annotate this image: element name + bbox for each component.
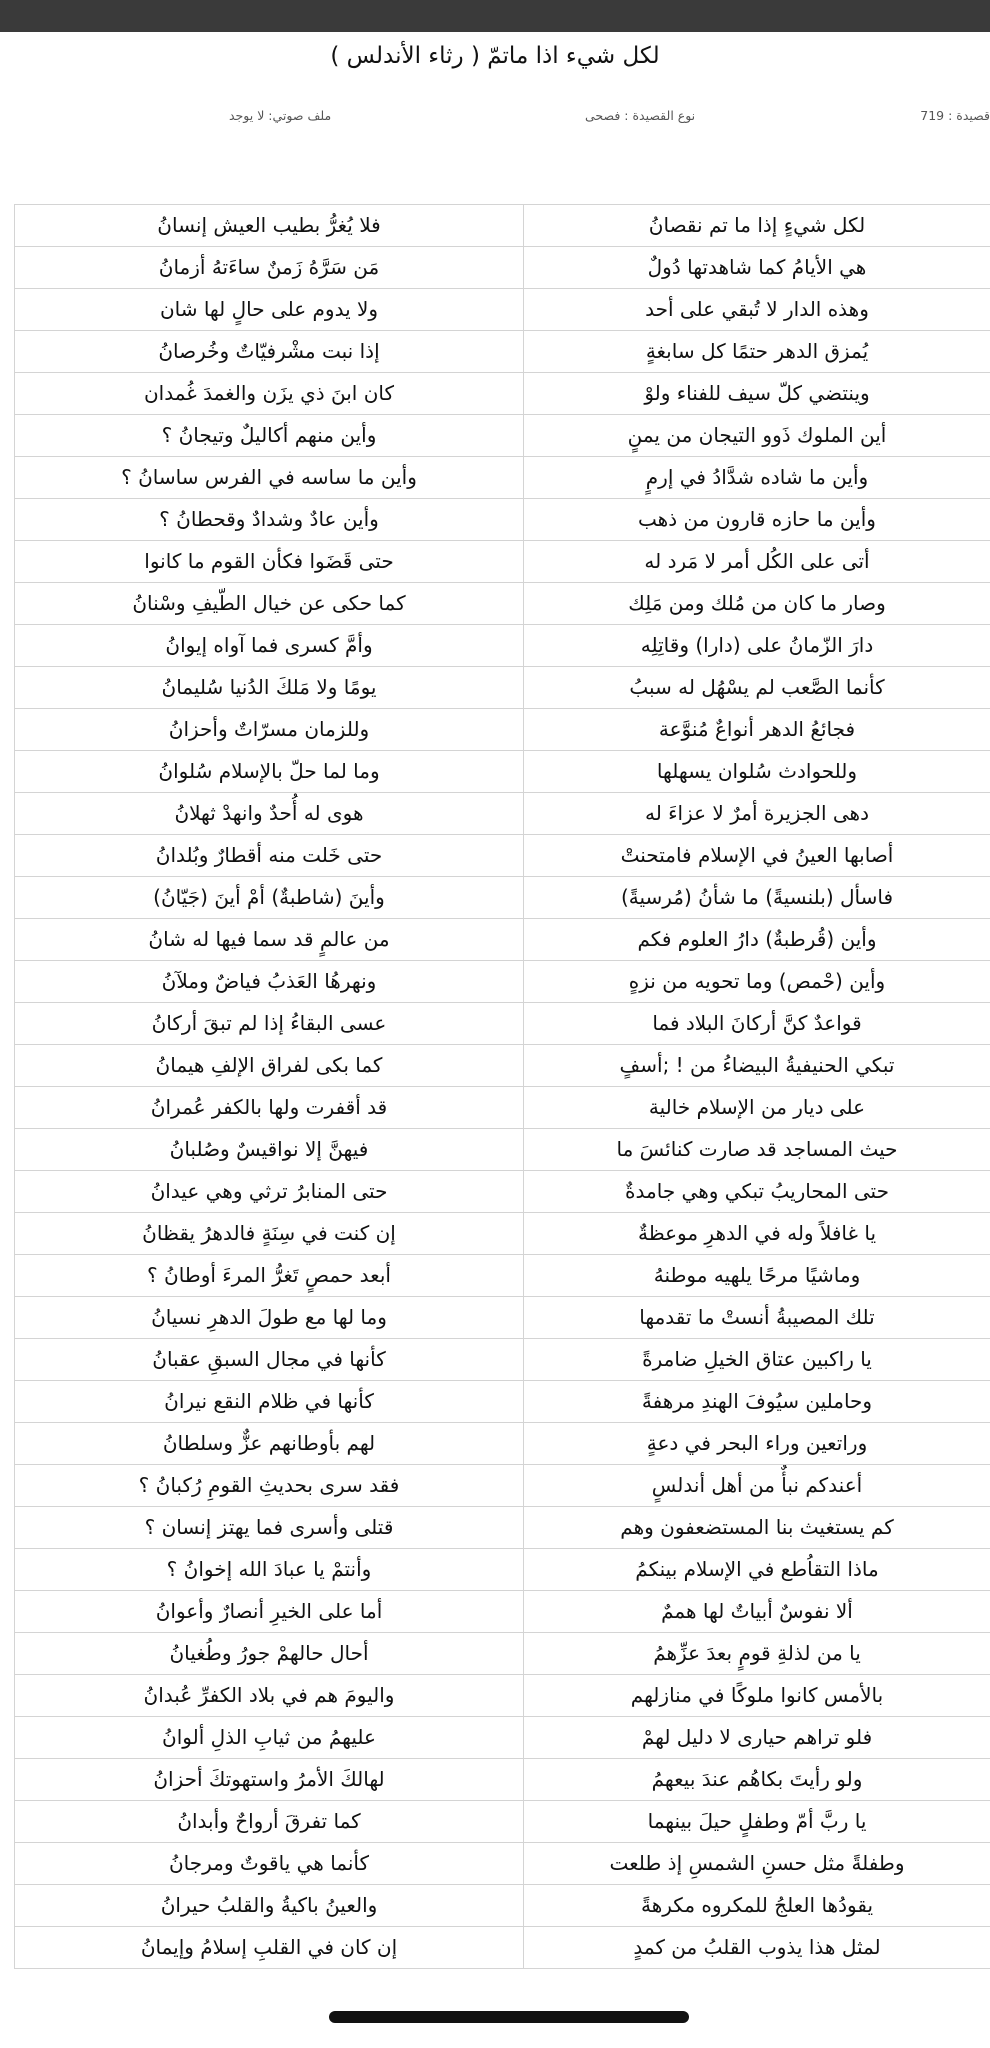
verse-first-hemistich: تلك المصيبةُ أنستْ ما تقدمها [639, 1305, 875, 1329]
status-bar [0, 0, 990, 32]
verse-second-hemistich: كما تفرقَ أرواحٌ وأبدانُ [14, 1801, 524, 1842]
verse-first-hemistich: أين الملوك ذَوو التيجان من يمنٍ [627, 423, 887, 447]
verse-second-hemistich: قد أقفرت ولها بالكفر عُمرانُ [14, 1087, 524, 1128]
verse-second-hemistich: فيهنَّ إلا نواقيسٌ وصُلبانُ [14, 1129, 524, 1170]
verse-second-hemistich: فقد سرى بحديثِ القومِ رُكبانُ ؟ [14, 1465, 524, 1506]
verse-second-hemistich: وأينَ (شاطبةٌ) أمْ أينَ (جَيّانُ) [14, 877, 524, 918]
verse-first-hemistich: وماشيًا مرحًا يلهيه موطنهُ [653, 1263, 861, 1287]
verse-first-hemistich: ماذا التقاُطع في الإسلام بينكمُ [635, 1557, 879, 1581]
poem-number: قصيدة : 719 [920, 108, 990, 123]
verse-second-hemistich: كأنها في مجال السبقِ عقبانُ [14, 1339, 524, 1380]
verse-row [14, 1465, 990, 1507]
verse-first-hemistich: أعندكم نبأٌ من أهل أندلسٍ [651, 1473, 863, 1497]
verse-row [14, 1087, 990, 1129]
verse-first-hemistich: وصار ما كان من مُلك ومن مَلِك [628, 591, 886, 615]
verse-row [14, 1213, 990, 1255]
verse-first-hemistich: لكل شيءٍ إذا ما تم نقصانُ [648, 213, 866, 237]
verse-second-hemistich: حتى خَلت منه أقطارٌ وبُلدانُ [14, 835, 524, 876]
verse-first-hemistich: وهذه الدار لا تُبقي على أحد [645, 297, 869, 321]
verse-row [14, 1129, 990, 1171]
verse-first-hemistich: وللحوادث سُلوان يسهلها [656, 759, 858, 783]
verse-row [14, 1549, 990, 1591]
verse-second-hemistich: فلا يُغرُّ بطيب العيش إنسانُ [14, 205, 524, 246]
verse-row [14, 373, 990, 415]
verse-row [14, 247, 990, 289]
verse-row [14, 331, 990, 373]
verse-second-hemistich: وأين ما ساسه في الفرس ساسانُ ؟ [14, 457, 524, 498]
verse-first-hemistich: وطفلةً مثل حسنِ الشمسِ إذ طلعت [609, 1851, 905, 1875]
verse-row [14, 1381, 990, 1423]
verse-row [14, 1801, 990, 1843]
verse-second-hemistich: حتى المنابرُ ترثي وهي عيدانُ [14, 1171, 524, 1212]
verse-first-hemistich: حيث المساجد قد صارت كنائسَ ما [616, 1137, 898, 1161]
verse-row [14, 1255, 990, 1297]
verse-row [14, 457, 990, 499]
home-indicator[interactable] [329, 2011, 689, 2023]
verse-second-hemistich: وأمَّ كسرى فما آواه إيوانُ [14, 625, 524, 666]
verse-first-hemistich: وحاملين سيُوفَ الهندِ مرهفةً [641, 1389, 873, 1413]
verse-first-hemistich: هي الأيامُ كما شاهدتها دُولٌ [647, 255, 867, 279]
verse-row [14, 793, 990, 835]
verse-row [14, 1507, 990, 1549]
verse-second-hemistich: أحال حالهمْ جورُ وطُغيانُ [14, 1633, 524, 1674]
verse-row [14, 1591, 990, 1633]
verse-row [14, 1759, 990, 1801]
verse-row [14, 1171, 990, 1213]
audio-file-status: ملف صوتي: لا يوجد [229, 108, 332, 123]
verse-second-hemistich: والعينُ باكيةُ والقلبُ حيرانُ [14, 1885, 524, 1926]
verse-row [14, 1717, 990, 1759]
verse-row [14, 1003, 990, 1045]
verse-first-hemistich: ولو رأيتَ بكاهُم عندَ بيعهمُ [651, 1767, 863, 1791]
verse-first-hemistich: يا من لذلةِ قومٍ بعدَ عزِّهمُ [653, 1641, 861, 1665]
verse-second-hemistich: كما بكى لفراق الإلفِ هيمانُ [14, 1045, 524, 1086]
verse-first-hemistich: كأنما الصَّعب لم يسْهُل له سببُ [629, 675, 885, 699]
verse-second-hemistich: ولا يدوم على حالٍ لها شان [14, 289, 524, 330]
verse-second-hemistich: وأنتمْ يا عبادَ الله إخوانُ ؟ [14, 1549, 524, 1590]
verse-first-hemistich: يُمزق الدهر حتمًا كل سابغةٍ [645, 339, 869, 363]
verse-second-hemistich: حتى قَضَوا فكأن القوم ما كانوا [14, 541, 524, 582]
verse-row [14, 709, 990, 751]
verse-first-hemistich: كم يستغيث بنا المستضعفون وهم [620, 1515, 894, 1539]
verse-row [14, 961, 990, 1003]
verse-first-hemistich: دارَ الزّمانُ على (دارا) وقاتِلِه [640, 633, 874, 657]
verse-first-hemistich: يقودُها العلجُ للمكروه مكرهةً [640, 1893, 874, 1917]
poem-type: نوع القصيدة : فصحى [585, 108, 696, 123]
verse-row [14, 205, 990, 247]
verse-second-hemistich: أما على الخيرِ أنصارٌ وأعوانُ [14, 1591, 524, 1632]
verse-row [14, 1633, 990, 1675]
verse-second-hemistich: إن كان في القلبِ إسلامُ وإيمانُ [14, 1927, 524, 1968]
verse-row [14, 1423, 990, 1465]
verse-row [14, 415, 990, 457]
verse-second-hemistich: وأين منهم أكاليلٌ وتيجانُ ؟ [14, 415, 524, 456]
verse-first-hemistich: بالأمس كانوا ملوكًا في منازلهم [630, 1683, 884, 1707]
verse-second-hemistich: من عالمٍ قد سما فيها له شانُ [14, 919, 524, 960]
verse-second-hemistich: يومًا ولا مَلكَ الدُنيا سُليمانُ [14, 667, 524, 708]
verse-first-hemistich: فجائعُ الدهر أنواعٌ مُنوَّعة [658, 717, 856, 741]
verse-first-hemistich: وينتضي كلّ سيف للفناء ولوْ [644, 381, 870, 405]
verse-second-hemistich: مَن سَرَّهُ زَمنٌ ساءَتهُ أزمانُ [14, 247, 524, 288]
verse-first-hemistich: تبكي الحنيفيةُ البيضاءُ من ! ;أسفٍ [619, 1053, 895, 1077]
verse-first-hemistich: دهى الجزيرة أمرٌ لا عزاءَ له [644, 801, 870, 825]
verse-row [14, 1675, 990, 1717]
verse-first-hemistich: على ديار من الإسلام خالية [648, 1095, 866, 1119]
verse-second-hemistich: ونهرهُا العَذبُ فياضٌ وملآنُ [14, 961, 524, 1002]
page-title: لكل شيء اذا ماتمّ ( رثاء الأندلس ) [330, 43, 660, 69]
verse-row [14, 1927, 990, 1969]
verse-first-hemistich: وأين ما حازه قارون من ذهب [638, 507, 876, 531]
verse-first-hemistich: ألا نفوسٌ أبياتٌ لها هممٌ [661, 1599, 853, 1623]
verse-row [14, 1885, 990, 1927]
verse-second-hemistich: كان ابنَ ذي يزَن والغمدَ غُمدان [14, 373, 524, 414]
verse-row [14, 1339, 990, 1381]
verse-first-hemistich: وأين (قُرطبةٌ) دارُ العلوم فكم [637, 927, 877, 951]
verse-row [14, 835, 990, 877]
verse-second-hemistich: إذا نبت مشْرفيّاتٌ وخُرصانُ [14, 331, 524, 372]
verse-row [14, 289, 990, 331]
verse-first-hemistich: يا ربَّ أمّ وطفلٍ حيلَ بينهما [647, 1809, 867, 1833]
verse-first-hemistich: حتى المحاريبُ تبكي وهي جامدةٌ [625, 1179, 889, 1203]
verse-first-hemistich: وأين (حْمص) وما تحويه من نزهٍ [628, 969, 886, 993]
verse-second-hemistich: أبعد حمصٍ تَغرُّ المرءَ أوطانُ ؟ [14, 1255, 524, 1296]
verse-second-hemistich: وأين عادٌ وشدادٌ وقحطانُ ؟ [14, 499, 524, 540]
verse-row [14, 919, 990, 961]
verse-second-hemistich: كأنما هي ياقوتٌ ومرجانُ [14, 1843, 524, 1884]
verse-first-hemistich: وراتعين وراء البحر في دعةٍ [646, 1431, 868, 1455]
verse-second-hemistich: كأنها في ظلام النقع نيرانُ [14, 1381, 524, 1422]
verse-row [14, 625, 990, 667]
verse-first-hemistich: يا غافلاً وله في الدهرِ موعظةٌ [637, 1221, 877, 1245]
verse-first-hemistich: أصابها العينُ في الإسلام فامتحنتْ [620, 843, 894, 867]
verse-row [14, 1843, 990, 1885]
poem-table [14, 204, 990, 1969]
verse-second-hemistich: وللزمان مسرّاتٌ وأحزانُ [14, 709, 524, 750]
verse-row [14, 751, 990, 793]
verse-row [14, 499, 990, 541]
verse-row [14, 583, 990, 625]
verse-second-hemistich: إن كنت في سِنَةٍ فالدهرُ يقظانُ [14, 1213, 524, 1254]
verse-row [14, 1297, 990, 1339]
verse-second-hemistich: قتلى وأسرى فما يهتز إنسان ؟ [14, 1507, 524, 1548]
verse-second-hemistich: وما لما حلّ بالإسلام سُلوانُ [14, 751, 524, 792]
verse-first-hemistich: لمثل هذا يذوب القلبُ من كمدٍ [633, 1935, 881, 1959]
verse-first-hemistich: فلو تراهم حيارى لا دليل لهمْ [641, 1725, 873, 1749]
verse-first-hemistich: قواعدٌ كنَّ أركانَ البلاد فما [652, 1011, 862, 1035]
verse-second-hemistich: واليومَ هم في بلاد الكفرِّ عُبدانُ [14, 1675, 524, 1716]
verse-first-hemistich: يا راكبين عتاق الخيلِ ضامرةً [642, 1347, 872, 1371]
verse-row [14, 667, 990, 709]
verse-second-hemistich: لهالكَ الأمرُ واستهوتكَ أحزانُ [14, 1759, 524, 1800]
verse-first-hemistich: وأين ما شاده شدَّادُ في إرمٍ [645, 465, 869, 489]
verse-row [14, 1045, 990, 1087]
verse-second-hemistich: لهم بأوطانهم عزٌّ وسلطانُ [14, 1423, 524, 1464]
verse-second-hemistich: كما حكى عن خيال الطّيفِ وسْنانُ [14, 583, 524, 624]
verse-second-hemistich: عسى البقاءُ إذا لم تبقَ أركانُ [14, 1003, 524, 1044]
verse-second-hemistich: عليهمُ من ثيابِ الذلِ ألوانُ [14, 1717, 524, 1758]
verse-row [14, 877, 990, 919]
verse-row [14, 541, 990, 583]
verse-first-hemistich: فاسأل (بلنسيةً) ما شأنُ (مُرسيةً) [620, 885, 894, 909]
verse-first-hemistich: أتى على الكُل أمر لا مَرد له [644, 549, 870, 573]
verse-second-hemistich: هوى له أُحدٌ وانهدْ ثهلانُ [14, 793, 524, 834]
verse-second-hemistich: وما لها مع طولَ الدهرِ نسيانُ [14, 1297, 524, 1338]
